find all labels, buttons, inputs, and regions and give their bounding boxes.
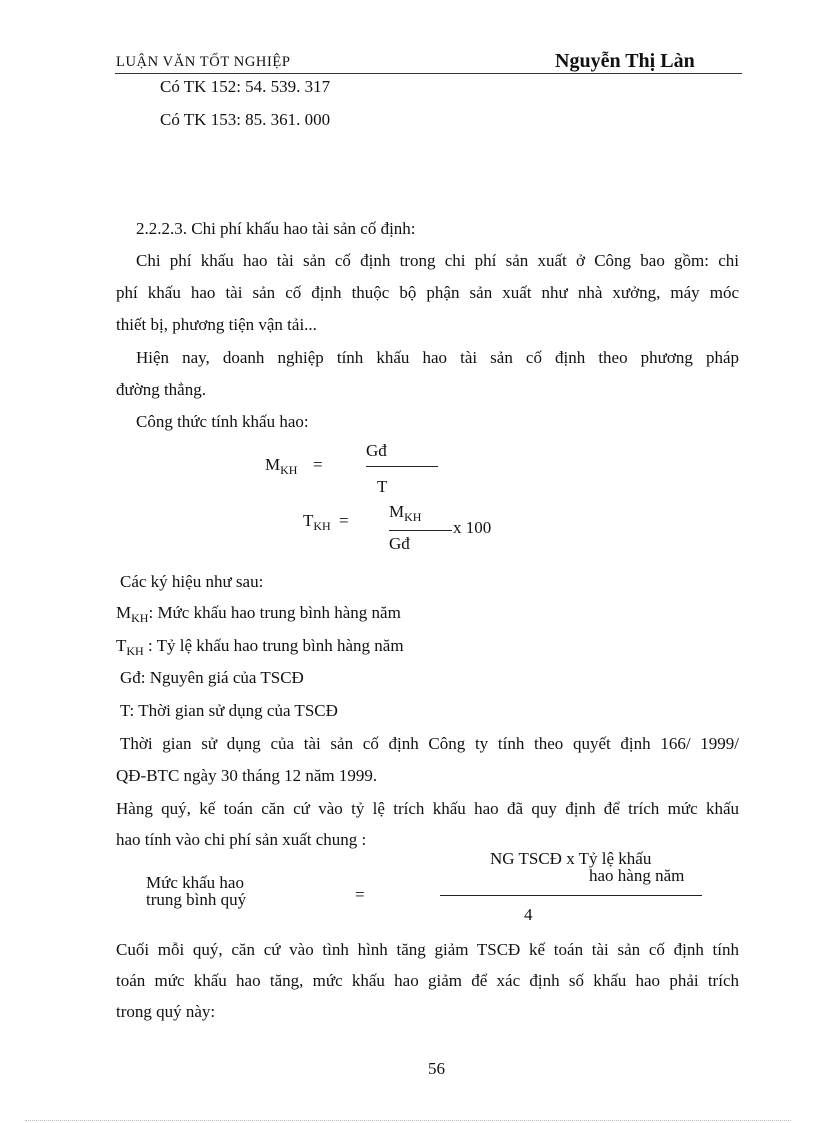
symbol-gd: Gđ: Nguyên giá của TSCĐ bbox=[120, 668, 304, 687]
formula3-numerator-line2: hao hàng năm bbox=[589, 866, 685, 885]
page-number: 56 bbox=[428, 1059, 445, 1078]
para5-line1: Cuối mỗi quý, căn cứ vào tình hình tăng giảm TSCĐ kế toán tài sản cố định tính bbox=[116, 940, 739, 959]
formula1-fraction-bar bbox=[366, 466, 438, 467]
formula1-lhs: $M_{KH}$ bbox=[265, 455, 298, 477]
formula3-fraction-bar bbox=[440, 895, 702, 896]
formula2-equals: = bbox=[339, 511, 349, 530]
header-divider bbox=[115, 73, 742, 74]
formula3-numerator-line1: NG TSCĐ x Tỷ lệ khấu bbox=[490, 849, 652, 868]
entry-tk152: Có TK 152: 54. 539. 317 bbox=[160, 77, 331, 96]
header-author-name: Nguyễn Thị Làn bbox=[555, 50, 695, 72]
formula1-equals: = bbox=[313, 455, 323, 474]
formula2-denominator: Gđ bbox=[389, 534, 410, 553]
para1-line1: Chi phí khấu hao tài sản cố định trong chi phí sản xuất ở Công bao gồm: chi bbox=[136, 251, 739, 270]
symbol-tkh: $T_{KH}$ : Tỷ lệ khấu hao trung bình hàng năm bbox=[116, 636, 404, 658]
para5-line3: trong quý này: bbox=[116, 1002, 216, 1021]
para2-line1: Hiện nay, doanh nghiệp tính khấu hao tài sản cố định theo phương pháp bbox=[136, 348, 739, 367]
para4-line2: hao tính vào chi phí sản xuất chung : bbox=[116, 830, 367, 849]
formula2-lhs: $T_{KH}$ bbox=[303, 511, 331, 533]
header-thesis-label: LUẬN VĂN TỐT NGHIỆP bbox=[116, 54, 291, 70]
formula3-lhs: Mức khấu hao trung bình quý bbox=[146, 873, 247, 909]
para4-line1: Hàng quý, kế toán căn cứ vào tỷ lệ trích khấu hao đã quy định để trích mức khấu bbox=[116, 799, 739, 818]
para1-line2: phí khấu hao tài sản cố định thuộc bộ phận sản xuất như nhà xưởng, máy móc bbox=[116, 283, 739, 302]
formula2-numerator: $M_{KH}$ bbox=[389, 502, 422, 524]
symbol-t: T: Thời gian sử dụng của TSCĐ bbox=[120, 701, 338, 720]
symbols-intro: Các ký hiệu như sau: bbox=[120, 572, 264, 591]
para5-line2: toán mức khấu hao tăng, mức khấu hao giảm để xác định số khấu hao phải trích bbox=[116, 971, 739, 990]
para1-line3: thiết bị, phương tiện vận tải... bbox=[116, 315, 317, 334]
symbol-mkh: $M_{KH}$: Mức khấu hao trung bình hàng năm bbox=[116, 603, 401, 625]
formula-intro: Công thức tính khấu hao: bbox=[136, 412, 309, 431]
section-heading: 2.2.2.3. Chi phí khấu hao tài sản cố định: bbox=[136, 219, 416, 238]
entry-tk153: Có TK 153: 85. 361. 000 bbox=[160, 110, 331, 129]
formula1-denominator: T bbox=[377, 477, 388, 496]
para3-line1: Thời gian sử dụng của tài sản cố định Công ty tính theo quyết định 166/ 1999/ bbox=[120, 734, 739, 753]
para3-line2: QĐ-BTC ngày 30 tháng 12 năm 1999. bbox=[116, 766, 378, 785]
formula3-denominator: 4 bbox=[524, 905, 533, 924]
formula2-multiplier: x 100 bbox=[453, 518, 492, 537]
para2-line2: đường thẳng. bbox=[116, 380, 206, 399]
page-bottom-border bbox=[25, 1120, 791, 1121]
formula3-equals: = bbox=[355, 885, 365, 904]
formula2-fraction-bar bbox=[389, 530, 452, 531]
formula1-numerator: Gđ bbox=[366, 441, 387, 460]
